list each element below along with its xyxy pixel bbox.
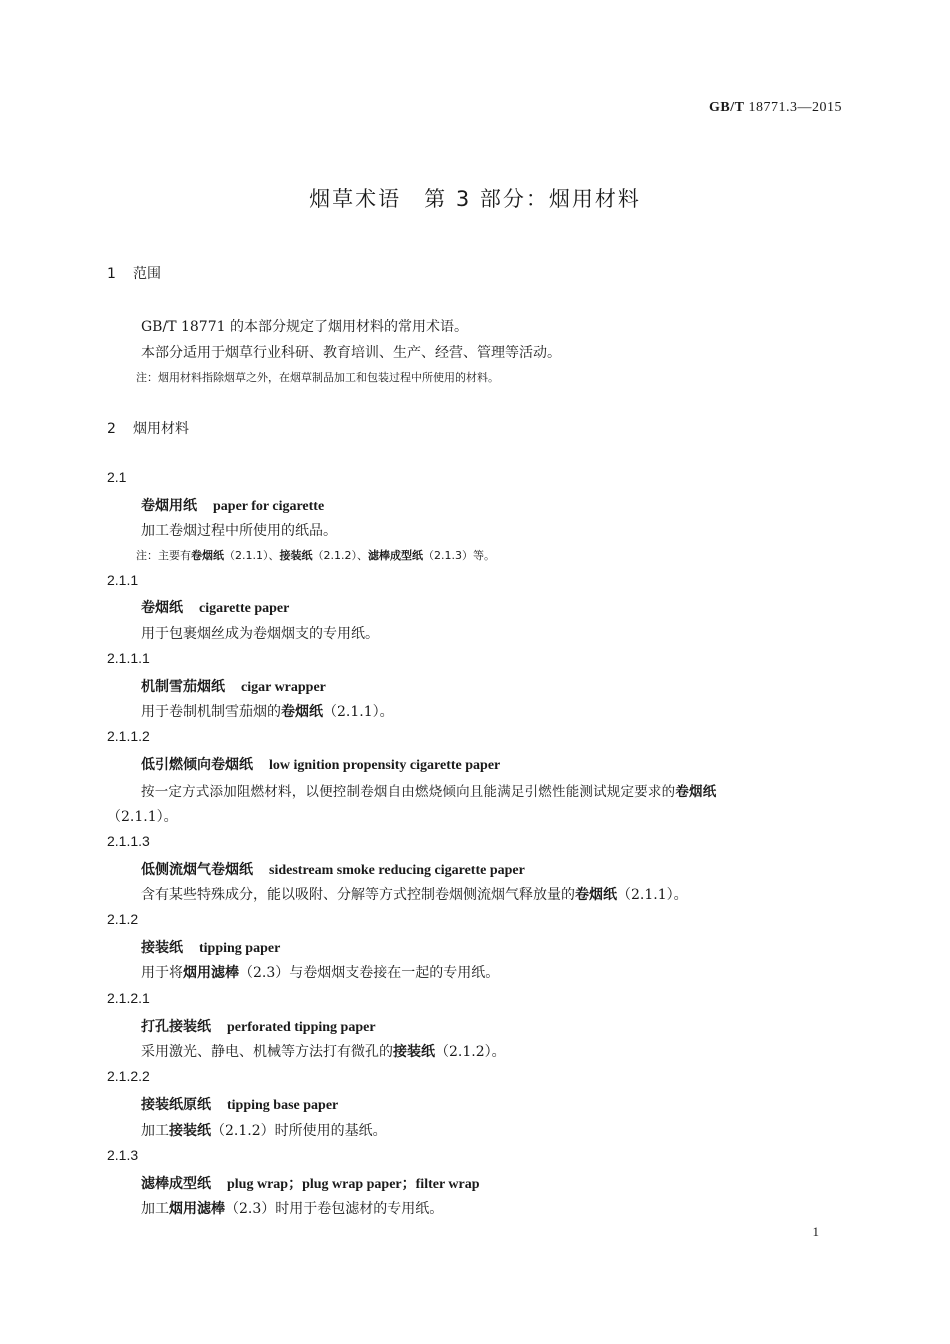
entry-number: 2.1: [107, 469, 127, 485]
section-title: 范围: [133, 266, 161, 282]
term-definition: 用于包裹烟丝成为卷烟烟支的专用纸。: [141, 626, 379, 642]
definition-text: 含有某些特殊成分，能以吸附、分解等方式控制卷烟侧流烟气释放量的: [141, 887, 575, 903]
term-english: tipping base paper: [227, 1098, 339, 1113]
definition-ref: （2.3）与卷烟烟支卷接在一起的专用纸。: [239, 965, 500, 981]
term-english: sidestream smoke reducing cigarette paper: [269, 863, 525, 878]
definition-term: 烟用滤棒: [169, 1201, 225, 1217]
term-line: [141, 597, 289, 617]
term-chinese: 低引燃倾向卷烟纸: [141, 757, 253, 773]
standard-prefix: GB/T: [709, 100, 745, 115]
term-definition: [141, 1120, 387, 1140]
definition-term: 接装纸: [393, 1044, 435, 1060]
term-chinese: 机制雪茄烟纸: [141, 679, 225, 695]
term-english: tipping paper: [199, 941, 281, 956]
section-2-heading: [107, 418, 189, 438]
term-english: cigarette paper: [199, 601, 290, 616]
section-number: 2: [107, 421, 116, 437]
entry-number: 2.1.1.3: [107, 833, 150, 849]
term-english: paper for cigarette: [213, 499, 325, 514]
term-english: plug wrap；plug wrap paper；filter wrap: [227, 1177, 480, 1192]
entry-number: 2.1.1: [107, 572, 139, 588]
note-term: 滤棒成型纸: [368, 549, 423, 562]
term-chinese: 滤棒成型纸: [141, 1176, 211, 1192]
scope-paragraph-1: GB/T 18771 的本部分规定了烟用材料的常用术语。: [141, 319, 468, 335]
standard-code: 18771.3—2015: [748, 100, 842, 115]
entry-number: 2.1.1.2: [107, 728, 150, 744]
entry-number: 2.1.2: [107, 911, 139, 927]
note-ref: （2.1.3）等。: [423, 549, 495, 562]
term-chinese: 卷烟用纸: [141, 498, 197, 514]
section-1-heading: [107, 263, 161, 283]
definition-ref: （2.1.2）。: [435, 1044, 506, 1060]
definition-term: 烟用滤棒: [183, 965, 239, 981]
term-chinese: 接装纸: [141, 940, 183, 956]
definition-text: 加工: [141, 1201, 169, 1217]
definition-text: 用于将: [141, 965, 183, 981]
entry-number: 2.1.3: [107, 1147, 139, 1163]
note-text: 注：主要有: [136, 549, 191, 562]
term-definition: [141, 780, 716, 800]
term-line: [141, 676, 326, 696]
note-ref: （2.1.1）、: [224, 549, 280, 562]
term-english: perforated tipping paper: [227, 1020, 376, 1035]
term-definition: [141, 884, 688, 904]
definition-ref: （2.1.1）。: [617, 887, 688, 903]
definition-term: 卷烟纸: [575, 887, 617, 903]
term-line: [141, 1016, 376, 1036]
term-definition: 加工卷烟过程中所使用的纸品。: [141, 523, 337, 539]
term-english: low ignition propensity cigarette paper: [269, 758, 501, 773]
term-definition-continued: （2.1.1）。: [107, 809, 178, 825]
note-ref: （2.1.2）、: [312, 549, 368, 562]
term-definition: [141, 962, 499, 982]
term-line: [141, 754, 500, 774]
definition-text: 用于卷制机制雪茄烟的: [141, 704, 281, 720]
term-chinese: 卷烟纸: [141, 600, 183, 616]
definition-ref: （2.1.1）。: [323, 704, 394, 720]
term-english: cigar wrapper: [241, 680, 326, 695]
page-number: 1: [812, 1224, 819, 1239]
note-term: 卷烟纸: [191, 549, 224, 562]
definition-ref: （2.1.2）时所使用的基纸。: [211, 1123, 387, 1139]
entry-number: 2.1.2.2: [107, 1068, 150, 1084]
document-title: 烟草术语 第 3 部分：烟用材料: [309, 187, 641, 211]
scope-paragraph-2: 本部分适用于烟草行业科研、教育培训、生产、经营、管理等活动。: [141, 345, 561, 361]
term-chinese: 接装纸原纸: [141, 1097, 211, 1113]
entry-number: 2.1.1.1: [107, 650, 150, 666]
definition-term: 卷烟纸: [281, 704, 323, 720]
term-definition: [141, 1198, 443, 1218]
term-line: [141, 937, 280, 957]
section-title: 烟用材料: [133, 421, 189, 437]
definition-term: 卷烟纸: [675, 784, 717, 800]
definition-ref: （2.3）时用于卷包滤材的专用纸。: [225, 1201, 444, 1217]
term-line: [141, 495, 324, 515]
term-definition: [141, 1041, 506, 1061]
term-definition: [141, 701, 394, 721]
term-chinese: 低侧流烟气卷烟纸: [141, 862, 253, 878]
term-line: [141, 859, 525, 879]
term-chinese: 打孔接装纸: [141, 1019, 211, 1035]
entry-number: 2.1.2.1: [107, 990, 150, 1006]
term-line: [141, 1173, 480, 1193]
standard-number: [709, 100, 842, 116]
definition-text: 按一定方式添加阻燃材料，以便控制卷烟自由燃烧倾向且能满足引燃性能测试规定要求的: [141, 784, 676, 800]
definition-text: 加工: [141, 1123, 169, 1139]
definition-text: 采用激光、静电、机械等方法打有微孔的: [141, 1044, 393, 1060]
note-term: 接装纸: [279, 549, 313, 562]
section-number: 1: [107, 266, 116, 282]
term-note: [136, 547, 495, 563]
scope-note: 注：烟用材料指除烟草之外，在烟草制品加工和包装过程中所使用的材料。: [136, 371, 499, 384]
definition-term: 接装纸: [169, 1123, 211, 1139]
term-line: [141, 1094, 338, 1114]
